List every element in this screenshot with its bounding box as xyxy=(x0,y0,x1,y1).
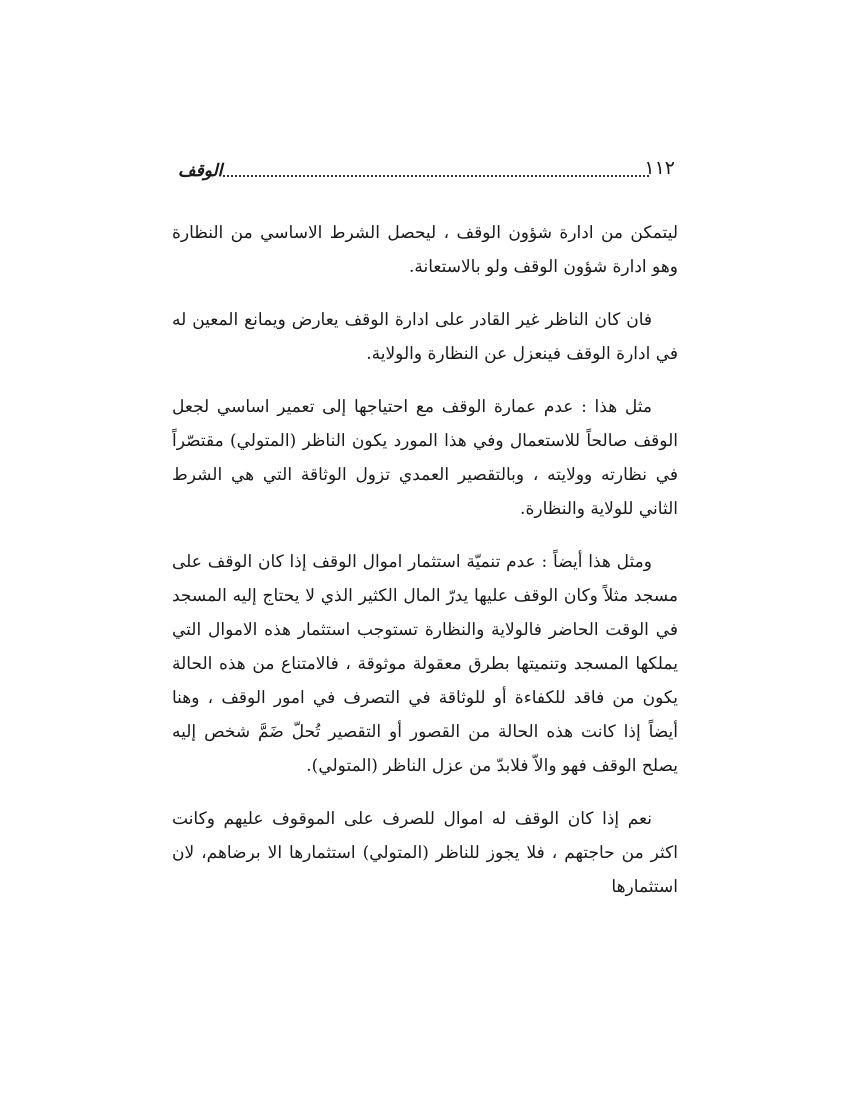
page-number: ١١٢ xyxy=(644,157,675,179)
header-dotted-leader xyxy=(223,175,649,177)
paragraph: مثل هذا : عدم عمارة الوقف مع احتياجها إلى تعمير اساسي لجعل الوقف صالحاً للاستعمال وفي هذا المورد يكون الناظر (المتولي) مقتصّراً في نظارته وولايته ، وبالتقصير العمدي تزول الوثاقة التي هي الشرط الثاني للولاية والنظارة. xyxy=(172,397,679,519)
paragraph: ومثل هذا أيضاً : عدم تنميّة استثمار اموال الوقف إذا كان الوقف على مسجد مثلاً وكان الوقف عليها يدرّ المال الكثير الذي لا يحتاج إليه المسجد في الوقت الحاضر فالولاية والنظارة تستوجب استثمار هذه الاموال التي يملكها المسجد وتنميتها بطرق معقولة موثوقة ، فالامتناع من هذه الحالة يكون من فاقد للكفاءة أو للوثاقة في التصرف في امور الوقف ، وهنا أيضاً إذا كانت هذه الحالة من القصور أو التقصير تُحلّ ضَمَّ شخص إليه يصلح الوقف فهو والاّ فلابدّ من عزل الناظر (المتولي). xyxy=(172,552,678,776)
paragraph: نعم إذا كان الوقف له اموال للصرف على الموقوف عليهم وكانت اكثر من حاجتهم ، فلا يجوز للناظر (المتولي) استثمارها الا برضاهم، لان استثمارها xyxy=(172,809,678,897)
paragraph: فان كان الناظر غير القادر على ادارة الوقف يعارض ويمانع المعين له في ادارة الوقف فينعزل عن النظارة والولاية. xyxy=(172,310,678,364)
running-header xyxy=(178,150,675,184)
running-title: الوقف xyxy=(178,161,223,181)
body-text xyxy=(172,216,678,923)
paragraph: ليتمكن من ادارة شؤون الوقف ، ليحصل الشرط الاساسي من النظارة وهو ادارة شؤون الوقف ولو بالاستعانة. xyxy=(172,223,678,277)
